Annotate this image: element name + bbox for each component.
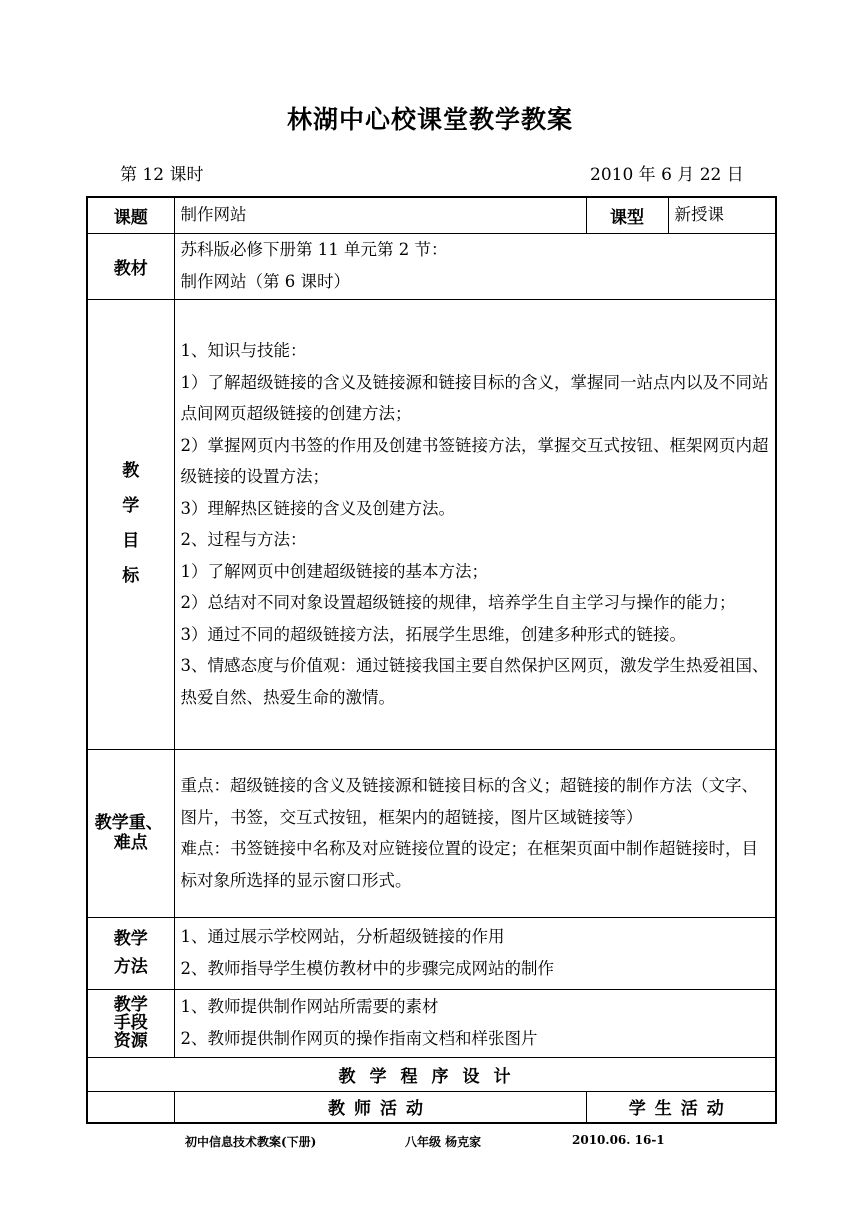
method-label: [87, 917, 174, 989]
topic-label: 课题: [87, 197, 174, 233]
row-activity-header: [87, 1091, 776, 1123]
lesson-plan-table: [86, 196, 777, 1124]
keys-content: [174, 749, 776, 917]
method-line: 2、教师指导学生模仿教材中的步骤完成网站的制作: [180, 959, 554, 978]
goals-content: [174, 299, 776, 749]
footer-book: 初中信息技术教案(下册): [185, 1135, 317, 1149]
resource-line: 2、教师提供制作网页的操作指南文档和样张图片: [180, 1029, 538, 1048]
topic-value: 制作网站: [174, 197, 586, 233]
footer-grade-author: 八年级 杨克家: [405, 1135, 482, 1149]
row-keys: [87, 749, 776, 917]
resource-label-line: 教学: [113, 995, 148, 1015]
goal-line: 3）理解热区链接的含义及创建方法。: [180, 498, 455, 518]
goals-label-char: 学: [122, 496, 140, 516]
page-title: 林湖中心校课堂教学教案: [286, 105, 573, 134]
goals-label-char: 教: [122, 461, 140, 481]
keys-label-line: 教学重、: [94, 813, 163, 833]
keys-label: [87, 749, 174, 917]
goals-label-char: 目: [122, 531, 140, 551]
row-topic: [87, 197, 776, 233]
resource-label-line: 资源: [113, 1031, 148, 1051]
student-activity-header: 学生活动: [586, 1091, 776, 1123]
lesson-number: 第 12 课时: [120, 165, 204, 185]
goal-line: 1）了解网页中创建超级链接的基本方法；: [180, 561, 488, 581]
row-section-title: [87, 1057, 776, 1091]
method-label-line: 教学: [113, 929, 148, 949]
row-goals: [87, 299, 776, 749]
goal-line: 1）了解超级链接的含义及链接源和链接目标的含义，掌握同一站点内以及不同站点间网页超级链接的创建方法；: [180, 372, 769, 423]
goal-line: 3、情感态度与价值观：通过链接我国主要自然保护区网页，激发学生热爱祖国、热爱自然、热爱生命的激情。: [180, 656, 769, 707]
goal-line: 2、过程与方法：: [180, 530, 307, 549]
goals-label: [87, 299, 174, 749]
resource-line: 1、教师提供制作网站所需要的素材: [180, 996, 439, 1016]
method-label-line: 方法: [113, 957, 148, 977]
goals-label-char: 标: [122, 566, 140, 586]
material-label: 教材: [87, 233, 174, 299]
activity-blank-cell: [87, 1091, 174, 1123]
type-value: 新授课: [668, 197, 776, 233]
footer-code: 2010.06. 16-1: [572, 1133, 665, 1147]
method-content: [174, 917, 776, 989]
material-line: 苏科版必修下册第 11 单元第 2 节：: [180, 239, 448, 259]
goal-line: 2）总结对不同对象设置超级链接的规律，培养学生自主学习与操作的能力；: [180, 593, 736, 612]
key-line: 难点：书签链接中名称及对应链接位置的设定；在框架页面中制作超链接时，目标对象所选择的显示窗口形式。: [180, 839, 758, 890]
material-line: 制作网站（第 6 课时）: [180, 272, 350, 291]
lesson-date: 2010 年 6 月 22 日: [590, 165, 744, 185]
row-method: [87, 917, 776, 989]
goal-line: 3）通过不同的超级链接方法，拓展学生思维，创建多种形式的链接。: [180, 624, 686, 644]
material-content: [174, 233, 776, 299]
row-resources: [87, 989, 776, 1057]
goal-line: 1、知识与技能：: [180, 341, 307, 360]
type-label: 课型: [586, 197, 668, 233]
section-title: 教学程序设计: [87, 1057, 776, 1091]
resource-content: [174, 989, 776, 1057]
resource-label-line: 手段: [113, 1013, 148, 1033]
keys-label-line: 难点: [113, 833, 148, 853]
goal-line: 2）掌握网页内书签的作用及创建书签链接方法，掌握交互式按钮、框架网页内超级链接的设置方法；: [180, 435, 769, 486]
resource-label: [87, 989, 174, 1057]
row-material: [87, 233, 776, 299]
key-line: 重点：超级链接的含义及链接源和链接目标的含义；超链接的制作方法（文字、图片，书签，交互式按钮，框架内的超链接，图片区域链接等）: [180, 776, 758, 827]
teacher-activity-header: 教师活动: [174, 1091, 586, 1123]
method-line: 1、通过展示学校网站，分析超级链接的作用: [180, 926, 505, 946]
